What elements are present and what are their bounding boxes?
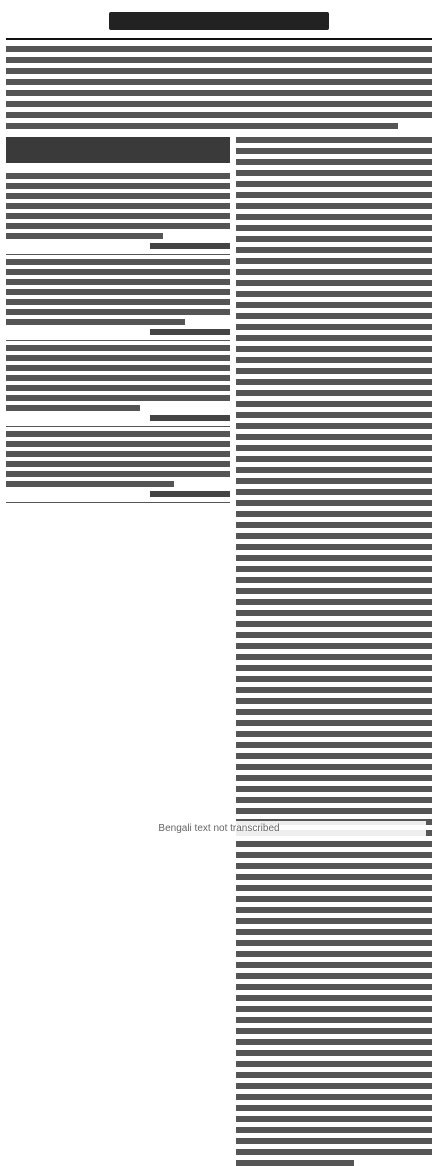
transcription-note: Bengali text not transcribed <box>12 821 426 836</box>
classifieds-column <box>6 137 230 1166</box>
classified-ad <box>6 169 230 255</box>
article-headline <box>6 4 432 40</box>
section-banner <box>6 137 230 163</box>
classified-ad <box>6 341 230 427</box>
classified-ad <box>6 427 230 503</box>
classified-ad <box>6 255 230 341</box>
article-intro <box>6 46 432 129</box>
article-body-column <box>236 137 432 1166</box>
